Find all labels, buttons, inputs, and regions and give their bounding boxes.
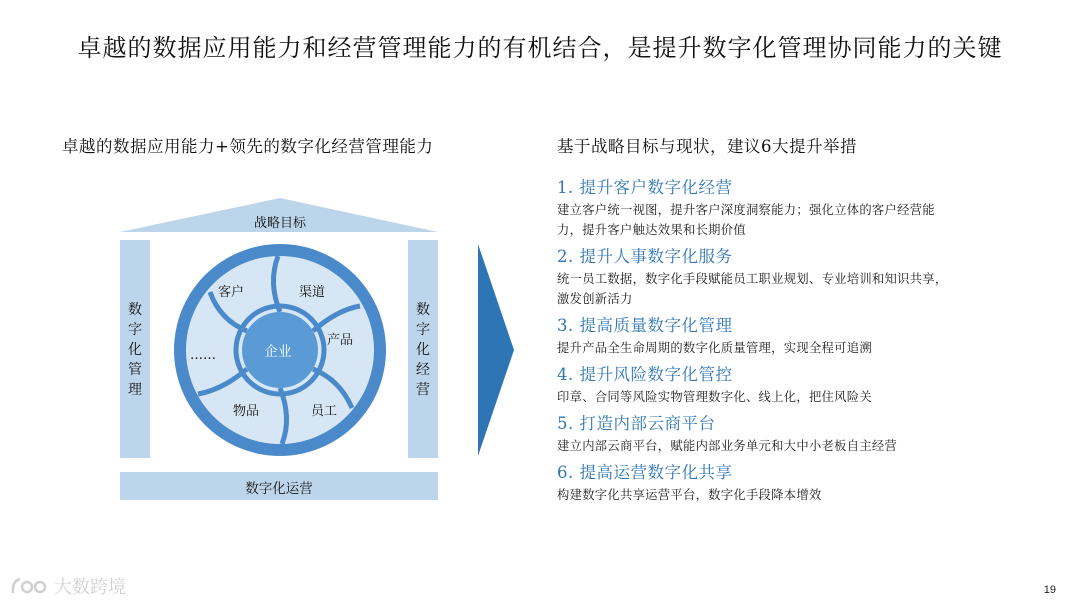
base-label: 数字化运营 <box>245 481 313 497</box>
measure-title: 4. 提升风险数字化管控 <box>557 365 733 384</box>
measure-desc: 构建数字化共享运营平台，数字化手段降本增效 <box>557 488 822 502</box>
measure-desc: 统一员工数据，数字化手段赋能员工职业规划、专业培训和知识共享， 激发创新活力 <box>557 272 948 306</box>
segment-label-channel: 渠道 <box>299 285 326 300</box>
measure-title: 2. 提升人事数字化服务 <box>557 247 733 266</box>
right-pillar-label <box>411 300 435 400</box>
measure-item <box>557 313 1057 358</box>
segment-label-goods: 物品 <box>233 404 260 419</box>
measure-item <box>557 175 1057 240</box>
measure-title: 6. 提高运营数字化共享 <box>557 463 733 482</box>
measure-desc: 印章、合同等风险实物管理数字化、线上化，把住风险关 <box>557 390 872 404</box>
measure-title: 3. 提高质量数字化管理 <box>557 316 733 335</box>
watermark <box>10 573 126 599</box>
right-arrow-icon <box>478 244 514 456</box>
left-pillar-char: 管 <box>128 362 142 378</box>
measure-desc: 建立客户统一视图，提升客户深度洞察能力；强化立体的客户经营能 力，提升客户触达效果和长期价值 <box>557 203 935 237</box>
center-label: 企业 <box>264 344 292 360</box>
watermark-logo-icon <box>10 575 50 597</box>
right-pillar-char: 经 <box>416 362 430 378</box>
left-pillar-char: 字 <box>128 322 142 338</box>
watermark-text: 大数跨境 <box>54 577 126 598</box>
left-pillar-label <box>123 300 147 400</box>
measure-title: 5. 打造内部云商平台 <box>557 414 716 433</box>
right-heading: 基于战略目标与现状，建议6大提升举措 <box>557 137 857 156</box>
right-pillar-char: 营 <box>416 382 430 398</box>
measure-item <box>557 411 1057 456</box>
left-pillar-char: 化 <box>128 342 142 358</box>
measure-item <box>557 244 1057 309</box>
left-pillar-char: 理 <box>128 382 142 398</box>
left-heading: 卓越的数据应用能力+领先的数字化经营管理能力 <box>62 137 434 156</box>
measure-title: 1. 提升客户数字化经营 <box>557 178 733 197</box>
measure-item <box>557 362 1057 407</box>
right-pillar-char: 化 <box>416 342 430 358</box>
right-pillar-char: 数 <box>416 302 430 318</box>
measures-list <box>557 175 1057 509</box>
segment-label-more: …… <box>190 348 216 363</box>
page-number: 19 <box>1043 584 1056 596</box>
left-pillar-char: 数 <box>128 302 142 318</box>
right-pillar-char: 字 <box>416 322 430 338</box>
measure-desc: 提升产品全生命周期的数字化质量管理，实现全程可追溯 <box>557 341 872 355</box>
measure-desc: 建立内部云商平台，赋能内部业务单元和大中小老板自主经营 <box>557 439 898 453</box>
segment-label-staff: 员工 <box>311 404 338 419</box>
segment-label-product: 产品 <box>327 333 354 348</box>
roof-label: 战略目标 <box>253 216 306 231</box>
measure-item <box>557 460 1057 505</box>
slide-title: 卓越的数据应用能力和经营管理能力的有机结合，是提升数字化管理协同能力的关键 <box>77 34 1003 62</box>
segment-label-customer: 客户 <box>218 285 245 300</box>
